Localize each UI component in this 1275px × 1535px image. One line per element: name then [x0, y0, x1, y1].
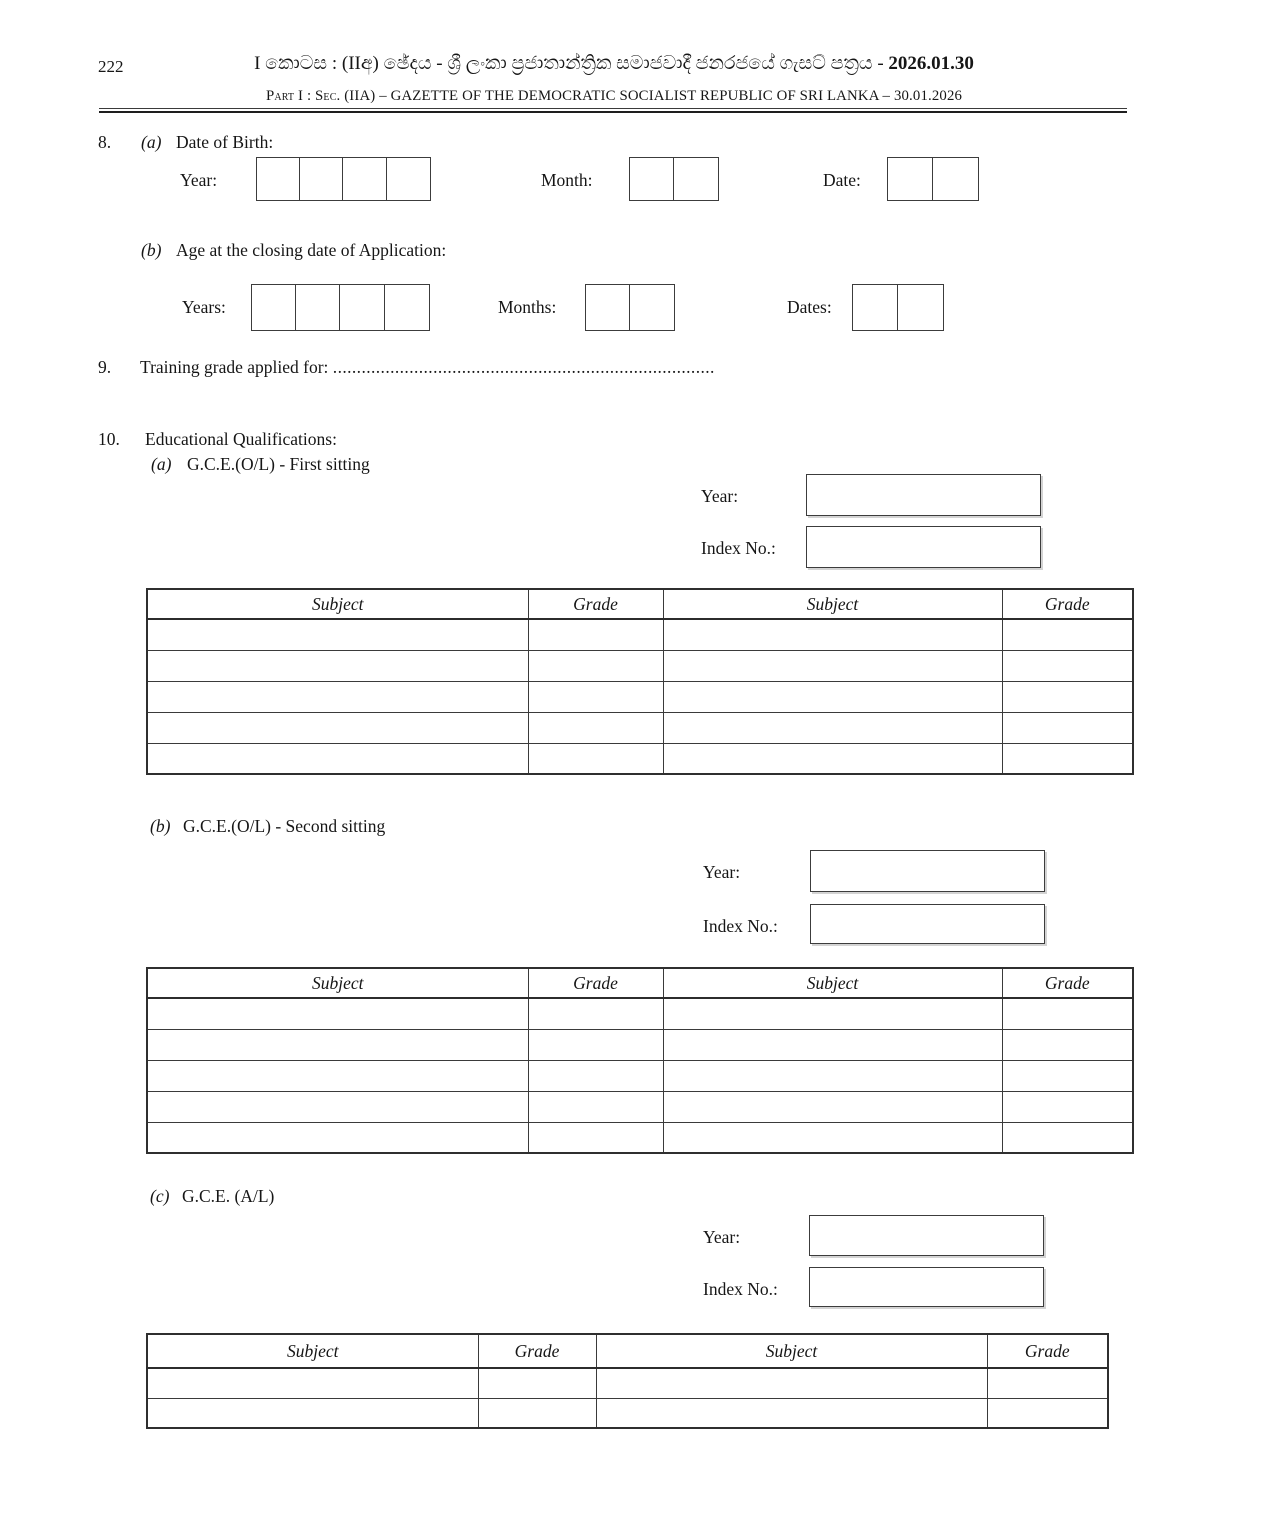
section-8b-label: (b): [141, 240, 162, 260]
table-row: [147, 712, 1133, 743]
table-row: [147, 681, 1133, 712]
table-cell[interactable]: [663, 998, 1002, 1029]
table-cell[interactable]: [528, 619, 663, 650]
table-cell[interactable]: [1002, 1029, 1133, 1060]
age-years-boxes: [251, 284, 430, 331]
column-header: Subject: [663, 968, 1002, 998]
table-row: [147, 1122, 1133, 1153]
subject-grade-table-al: [146, 1333, 1109, 1429]
table-cell[interactable]: [663, 619, 1002, 650]
dob-date-boxes: [887, 157, 979, 201]
index-label-a: Index No.:: [701, 538, 776, 558]
table-cell[interactable]: [528, 1122, 663, 1153]
column-header: Grade: [528, 968, 663, 998]
table-cell[interactable]: [663, 743, 1002, 774]
input-cell[interactable]: [386, 157, 431, 201]
year-label-a: Year:: [701, 486, 739, 506]
header-divider: [99, 108, 1127, 113]
index-label-c: Index No.:: [703, 1279, 778, 1299]
year-input-box-b[interactable]: [810, 850, 1045, 892]
column-header: Subject: [147, 968, 528, 998]
table-header-row: [147, 968, 1133, 998]
section-9-title: [140, 357, 715, 378]
table-cell[interactable]: [147, 712, 528, 743]
section-8b-title: Age at the closing date of Application:: [176, 240, 447, 260]
table-row: [147, 1060, 1133, 1091]
input-cell[interactable]: [299, 157, 344, 201]
year-label-b: Year:: [703, 862, 741, 882]
index-input-box-a[interactable]: [806, 526, 1041, 568]
column-header: Subject: [147, 1334, 478, 1368]
table-cell[interactable]: [663, 712, 1002, 743]
header-sinhala-text: I කොටස : (IIඅ) ඡේදය - ශ්‍රී ලංකා ප්‍රජාතාන්ත්‍රික සමාජවාදී ජනරජයේ ගැසට් පත්‍රය -: [254, 53, 889, 74]
input-cell[interactable]: [673, 157, 719, 201]
table-cell[interactable]: [528, 1060, 663, 1091]
year-input-box-a[interactable]: [806, 474, 1041, 516]
training-grade-label: Training grade applied for:: [140, 357, 329, 377]
table-cell[interactable]: [478, 1398, 596, 1428]
table-cell[interactable]: [528, 650, 663, 681]
input-cell[interactable]: [897, 284, 944, 331]
table-cell[interactable]: [528, 1091, 663, 1122]
dob-year-boxes: [256, 157, 431, 201]
input-cell[interactable]: [256, 157, 301, 201]
page-number: 222: [98, 57, 124, 76]
table-cell[interactable]: [596, 1398, 987, 1428]
table-cell[interactable]: [1002, 681, 1133, 712]
table-cell[interactable]: [1002, 1060, 1133, 1091]
input-cell[interactable]: [629, 157, 675, 201]
table-cell[interactable]: [663, 1060, 1002, 1091]
section-10a-label: (a): [151, 454, 172, 474]
section-9-number: 9.: [98, 357, 112, 377]
column-header: Grade: [528, 589, 663, 619]
column-header: Grade: [478, 1334, 596, 1368]
table-cell[interactable]: [147, 1368, 478, 1398]
table-cell[interactable]: [663, 1122, 1002, 1153]
header-sinhala: [99, 53, 1129, 75]
table-cell[interactable]: [147, 619, 528, 650]
table-cell[interactable]: [1002, 1091, 1133, 1122]
table-cell[interactable]: [147, 1122, 528, 1153]
dob-date-label: Date:: [823, 170, 861, 190]
table-cell[interactable]: [528, 712, 663, 743]
header-english-part: Part I : Sec. (IIA) –: [265, 88, 391, 104]
table-cell[interactable]: [1002, 998, 1133, 1029]
section-8a-label: (a): [141, 132, 162, 152]
column-header: Grade: [1002, 968, 1133, 998]
dob-year-label: Year:: [180, 170, 218, 190]
table-cell[interactable]: [147, 1029, 528, 1060]
table-cell[interactable]: [147, 998, 528, 1029]
input-cell[interactable]: [295, 284, 341, 331]
table-cell[interactable]: [1002, 743, 1133, 774]
dob-month-label: Month:: [541, 170, 593, 190]
index-input-box-b[interactable]: [810, 904, 1045, 944]
table-cell[interactable]: [987, 1368, 1108, 1398]
age-months-label: Months:: [498, 297, 557, 317]
table-row: [147, 1029, 1133, 1060]
column-header: Subject: [147, 589, 528, 619]
age-months-boxes: [585, 284, 675, 331]
column-header: Subject: [596, 1334, 987, 1368]
table-cell[interactable]: [147, 650, 528, 681]
table-row: [147, 619, 1133, 650]
table-row: [147, 1091, 1133, 1122]
table-cell[interactable]: [1002, 712, 1133, 743]
table-cell[interactable]: [528, 743, 663, 774]
table-cell[interactable]: [1002, 650, 1133, 681]
table-cell[interactable]: [478, 1368, 596, 1398]
column-header: Grade: [987, 1334, 1108, 1368]
table-cell[interactable]: [147, 743, 528, 774]
table-cell[interactable]: [1002, 619, 1133, 650]
section-10c-title: G.C.E. (A/L): [182, 1186, 275, 1206]
column-header: Subject: [663, 589, 1002, 619]
table-row: [147, 998, 1133, 1029]
year-label-c: Year:: [703, 1227, 741, 1247]
table-cell[interactable]: [1002, 1122, 1133, 1153]
section-8a-title: Date of Birth:: [176, 132, 274, 152]
section-8-number: 8.: [98, 132, 112, 152]
input-cell[interactable]: [887, 157, 934, 201]
input-cell[interactable]: [629, 284, 675, 331]
input-cell[interactable]: [251, 284, 297, 331]
subject-grade-table-first-sitting: [146, 588, 1134, 775]
table-cell[interactable]: [663, 650, 1002, 681]
table-cell[interactable]: [596, 1368, 987, 1398]
input-cell[interactable]: [342, 157, 387, 201]
table-cell[interactable]: [987, 1398, 1108, 1428]
fill-in-line[interactable]: ................................................................................: [332, 357, 715, 377]
table-cell[interactable]: [663, 1091, 1002, 1122]
header-english-title: GAZETTE OF THE DEMOCRATIC SOCIALIST REPUBLIC OF SRI LANKA – 30.01.2026: [390, 88, 963, 104]
input-cell[interactable]: [932, 157, 979, 201]
table-row: [147, 1398, 1108, 1428]
table-header-row: [147, 1334, 1108, 1368]
index-input-box-c[interactable]: [809, 1267, 1044, 1307]
column-header: Grade: [1002, 589, 1133, 619]
input-cell[interactable]: [384, 284, 430, 331]
age-dates-label: Dates:: [787, 297, 832, 317]
subject-grade-table-second-sitting: [146, 967, 1134, 1154]
table-row: [147, 650, 1133, 681]
section-10-title: Educational Qualifications:: [145, 429, 337, 449]
section-10a-title: G.C.E.(O/L) - First sitting: [187, 454, 370, 474]
section-10c-label: (c): [150, 1186, 170, 1206]
table-cell[interactable]: [528, 998, 663, 1029]
section-10b-title: G.C.E.(O/L) - Second sitting: [183, 816, 386, 836]
table-cell[interactable]: [663, 1029, 1002, 1060]
table-cell[interactable]: [663, 681, 1002, 712]
table-header-row: [147, 589, 1133, 619]
input-cell[interactable]: [852, 284, 899, 331]
table-cell[interactable]: [147, 1091, 528, 1122]
table-cell[interactable]: [147, 681, 528, 712]
table-cell[interactable]: [528, 681, 663, 712]
year-input-box-c[interactable]: [809, 1215, 1044, 1256]
section-10-number: 10.: [98, 429, 120, 449]
table-row: [147, 743, 1133, 774]
age-years-label: Years:: [182, 297, 226, 317]
age-dates-boxes: [852, 284, 944, 331]
table-cell[interactable]: [147, 1060, 528, 1091]
header-english: [99, 88, 1129, 105]
table-row: [147, 1368, 1108, 1398]
section-10b-label: (b): [150, 816, 171, 836]
table-cell[interactable]: [147, 1398, 478, 1428]
dob-month-boxes: [629, 157, 719, 201]
table-cell[interactable]: [528, 1029, 663, 1060]
input-cell[interactable]: [339, 284, 385, 331]
header-sinhala-date: 2026.01.30: [888, 53, 974, 74]
index-label-b: Index No.:: [703, 916, 778, 936]
input-cell[interactable]: [585, 284, 631, 331]
